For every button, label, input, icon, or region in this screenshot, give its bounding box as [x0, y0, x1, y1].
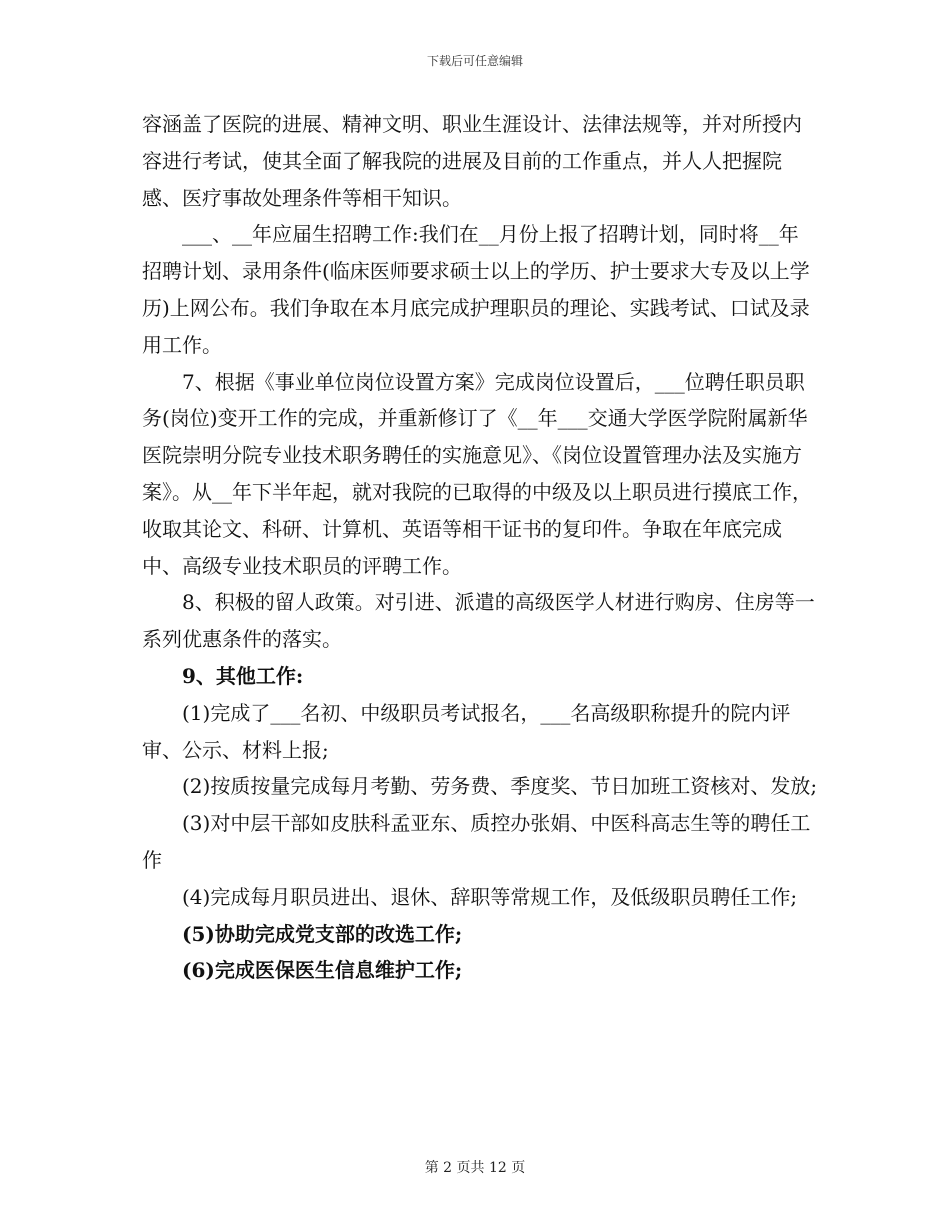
- list-item-2: (2)按质按量完成每月考勤、劳务费、季度奖、节日加班工资核对、发放;: [182, 774, 818, 799]
- page-number-footer: 第 2 页共 12 页: [424, 1160, 526, 1176]
- list-item-4: (4)完成每月职员进出、退休、辞职等常规工作，及低级职员聘任工作;: [182, 884, 798, 909]
- document-body: [142, 106, 818, 989]
- list-item-5: (5)协助完成党支部的改选工作;: [182, 921, 463, 946]
- paragraph-continuation: 容涵盖了医院的进展、精神文明、职业生涯设计、法律法规等，并对所授内容进行考试，使其全面了解我院的进展及目前的工作重点，并人人把握院感、医疗事故处理条件等相干知识。: [142, 112, 802, 210]
- paragraph-item-8: 8、积极的留人政策。对引进、派遣的高级医学人材进行购房、住房等一系列优惠条件的落实。: [142, 590, 815, 652]
- list-item-6: (6)完成医保医生信息维护工作;: [182, 958, 463, 983]
- paragraph-item-7: 7、根据《事业单位岗位设置方案》完成岗位设置后，___位聘任职员职务(岗位)变开工作的完成，并重新修订了《__年___交通大学医学院附属新华医院崇明分院专业技术职务聘任的实施意见》、《岗位设置管理办法及实施方案》。从__年下半年起，就对我院的已取得的中级及以上职员进行摸底工作，收取其论文、科研、计算机、英语等相干证书的复印件。争取在年底完成中、高级专业技术职员的评聘工作。: [142, 369, 812, 578]
- paragraph-recruitment: ___、__年应届生招聘工作:我们在__月份上报了招聘计划，同时将__年招聘计划、录用条件(临床医师要求硕士以上的学历、护士要求大专及以上学历)上网公布。我们争取在本月底完成护理职员的理论、实践考试、口试及录用工作。: [142, 222, 810, 357]
- list-item-3: (3)对中层干部如皮肤科孟亚东、质控办张娟、中医科高志生等的聘任工作: [142, 811, 811, 872]
- page-header-note: 下载后可任意编辑: [426, 54, 523, 68]
- section-heading-item-9: 9、其他工作:: [182, 663, 304, 688]
- list-item-1: (1)完成了___名初、中级职员考试报名，___名高级职称提升的院内评审、公示、材料上报;: [142, 700, 791, 762]
